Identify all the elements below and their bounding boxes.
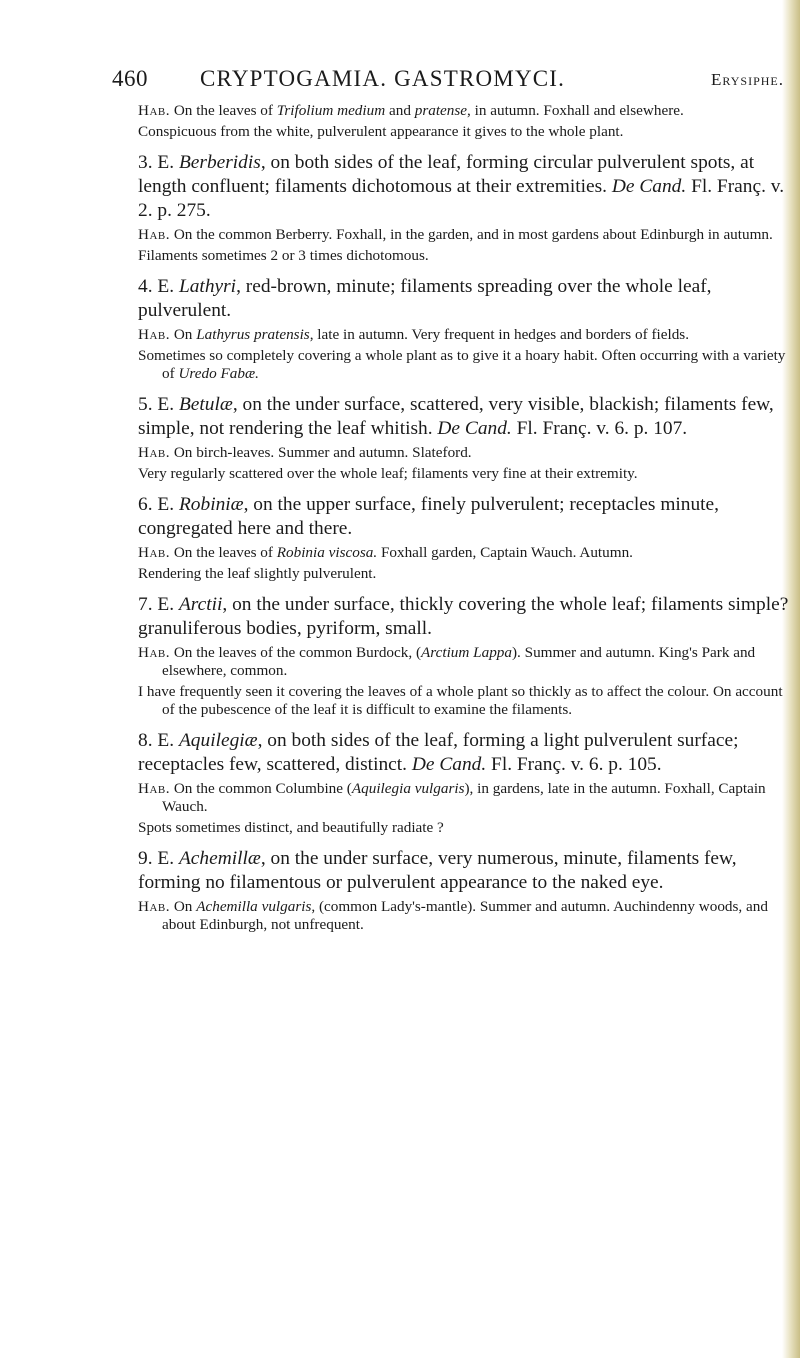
species-note: Sometimes so completely covering a whole plant as to give it a hoary habit. Often occurring with a variety of Uredo Fabæ. [138,347,786,382]
species-note: Spots sometimes distinct, and beautifully radiate ? [138,819,444,836]
species-name: Betulæ [178,394,233,415]
page-number: 460 [112,66,148,91]
species-hab: Hab. On the leaves of Robinia viscosa. Foxhall garden, Captain Wauch. Autumn. [138,544,633,561]
species-entry: 8. E. Aquilegiæ, on both sides of the leaf, forming a light pulverulent surface; receptacles few, scattered, distinct. De Cand. Fl. Franç. v. 6. p. 105. [138,730,739,775]
species-entry: 7. E. Arctii, on the under surface, thickly covering the whole leaf; filaments simple? granuliferous bodies, pyriform, small. [138,594,789,639]
running-title: CRYPTOGAMIA. GASTROMYCI. [200,66,566,91]
species-note: Filaments sometimes 2 or 3 times dichotomous. [138,247,429,264]
species-name: Robiniæ [178,494,244,515]
species-hab: Hab. On the leaves of the common Burdock, (Arctium Lappa). Summer and autumn. King's Park and elsewhere, common. [138,644,756,679]
running-head [112,66,784,100]
species-entry: 6. E. Robiniæ, on the upper surface, finely pulverulent; receptacles minute, congregated here and there. [138,494,720,539]
intro-hab: Hab. On the leaves of Trifolium medium and pratense, in autumn. Foxhall and elsewhere. [138,102,684,119]
page-content [138,102,792,934]
species-hab: Hab. On Achemilla vulgaris, (common Lady's-mantle). Summer and autumn. Auchindenny woods, and about Edinburgh, not unfrequent. [138,898,768,933]
intro-note: Conspicuous from the white, pulverulent appearance it gives to the whole plant. [138,123,624,140]
species-hab: Hab. On the common Berberry. Foxhall, in the garden, and in most gardens about Edinburgh in autumn. [138,226,773,243]
species-note: Rendering the leaf slightly pulverulent. [138,565,377,582]
species-name: Berberidis [178,152,261,173]
species-hab: Hab. On Lathyrus pratensis, late in autumn. Very frequent in hedges and borders of fields. [138,326,690,343]
species-hab: Hab. On the common Columbine (Aquilegia vulgaris), in gardens, late in the autumn. Foxhall, Captain Wauch. [138,780,766,815]
species-note: I have frequently seen it covering the leaves of a whole plant so thickly as to affect the colour. On account of the pubescence of the leaf it is difficult to examine the filaments. [138,683,783,718]
running-genus: Erysiphe. [711,70,784,89]
species-hab: Hab. On birch-leaves. Summer and autumn. Slateford. [138,444,472,461]
species-name: Aquilegiæ [178,730,258,751]
species-name: Achemillæ [178,848,261,869]
species-name: Lathyri [178,276,237,297]
species-entry: 4. E. Lathyri, red-brown, minute; filaments spreading over the whole leaf, pulverulent. [138,276,712,321]
species-note: Very regularly scattered over the whole leaf; filaments very fine at their extremity. [138,465,638,482]
species-name: Arctii [178,594,223,615]
species-entry: 3. E. Berberidis, on both sides of the leaf, forming circular pulverulent spots, at length confluent; filaments dichotomous at their extremities. De Cand. Fl. Franç. v. 2. p. 275. [138,152,785,221]
species-entry: 5. E. Betulæ, on the under surface, scattered, very visible, blackish; filaments few, simple, not rendering the leaf whitish. De Cand. Fl. Franç. v. 6. p. 107. [138,394,774,439]
species-entry: 9. E. Achemillæ, on the under surface, very numerous, minute, filaments few, forming no filamentous or pulverulent appearance to the naked eye. [138,848,737,893]
